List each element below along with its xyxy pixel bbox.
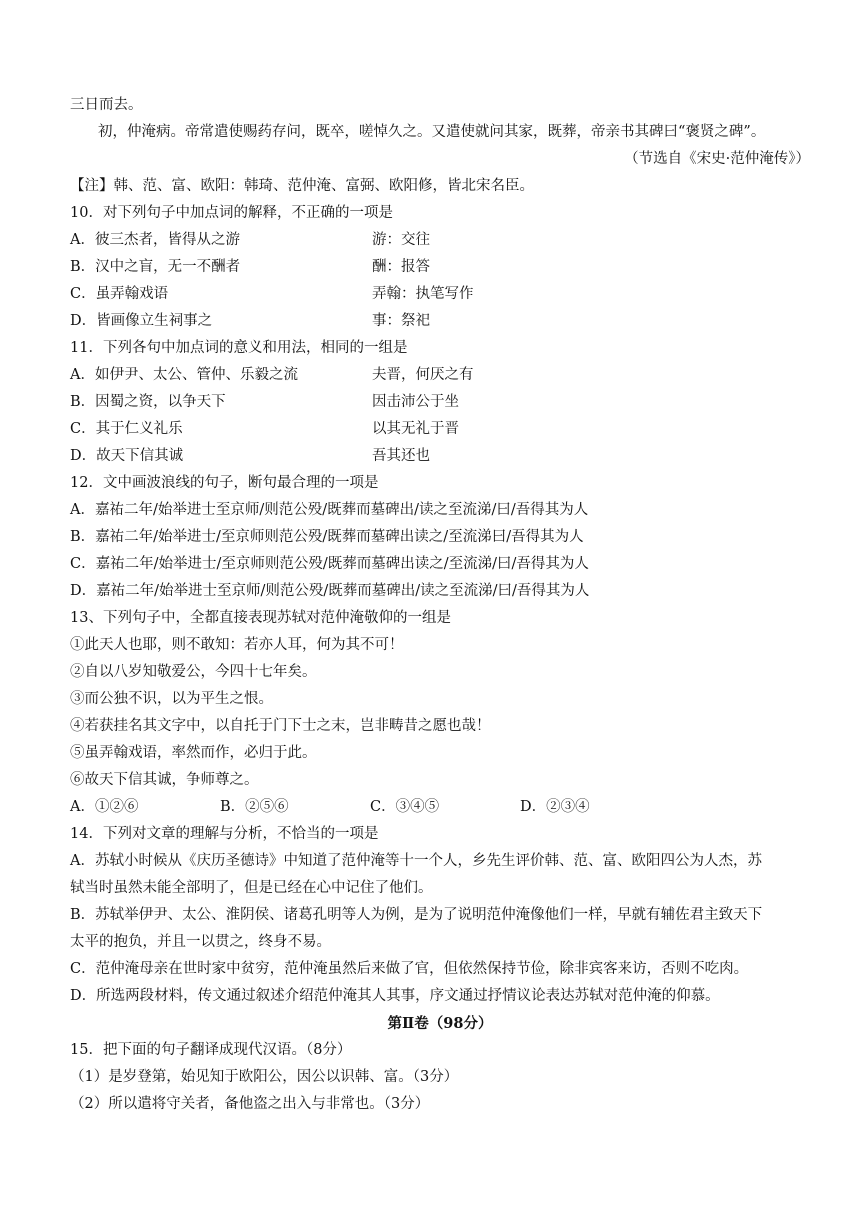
question-15-stem: 15．把下面的句子翻译成现代汉语。（8分）	[70, 1042, 352, 1058]
option-compare: 吾其还也	[372, 448, 430, 464]
passage-note: 【注】韩、范、富、欧阳：韩琦、范仲淹、富弼、欧阳修，皆北宋名臣。	[70, 178, 534, 194]
option-gloss: 弄翰：执笔写作	[372, 286, 474, 302]
option-row	[70, 308, 810, 335]
quote-item: ①此天人也耶，则不敢知：若亦人耳，何为其不可！	[70, 637, 404, 653]
quote-item: ④若获挂名其文字中，以自托于门下士之末，岂非畴昔之愿也哉！	[70, 718, 491, 734]
option-line: A．嘉祐二年/始举进士至京师/则范公殁/既葬而墓碑出/读之至流涕/曰/吾得其为人	[70, 502, 589, 518]
option-row	[70, 416, 810, 443]
option-line: C．范仲淹母亲在世时家中贫穷，范仲淹虽然后来做了官，但依然保持节俭，除非宾客来访，否则不吃肉。	[70, 961, 749, 977]
option-text: C．虽弄翰戏语	[70, 286, 169, 302]
question-10-stem: 10．对下列句子中加点词的解释，不正确的一项是	[70, 205, 393, 221]
option-text: C．其于仁义礼乐	[70, 421, 183, 437]
option-row	[70, 281, 810, 308]
question-12-stem: 12．文中画波浪线的句子，断句最合理的一项是	[70, 475, 379, 491]
exam-page	[70, 92, 810, 1118]
option-text: B．因蜀之资，以争天下	[70, 394, 226, 410]
quote-item: ⑥故天下信其诚，争师尊之。	[70, 772, 259, 788]
option-c: C．③④⑤	[370, 799, 440, 815]
option-line: 轼当时虽然未能全部明了，但是已经在心中记住了他们。	[70, 880, 433, 896]
option-gloss: 事：祭祀	[372, 313, 430, 329]
translate-item: （1）是岁登第，始见知于欧阳公，因公以识韩、富。（3分）	[70, 1069, 459, 1085]
question-13-stem: 13、下列句子中，全都直接表现苏轼对范仲淹敬仰的一组是	[70, 610, 451, 626]
passage-line: 初，仲淹病。帝常遣使赐药存问，既卒，嗟悼久之。又遣使就问其家，既葬，帝亲书其碑曰“褒贤之碑”。	[98, 124, 766, 140]
option-line: B．嘉祐二年/始举进士/至京师则范公殁/既葬而墓碑出读之/至流涕曰/吾得其为人	[70, 529, 584, 545]
option-line: A．苏轼小时候从《庆历圣德诗》中知道了范仲淹等十一个人，乡先生评价韩、范、富、欧阳四公为人杰，苏	[70, 853, 762, 869]
option-line: D．嘉祐二年/始举进士至京师/则范公殁/既葬而墓碑出/读之至流涕/曰/吾得其为人	[70, 583, 590, 599]
option-text: A．如伊尹、太公、管仲、乐毅之流	[70, 367, 298, 383]
passage-line: 三日而去。	[70, 97, 143, 113]
option-gloss: 酬：报答	[372, 259, 430, 275]
option-compare: 以其无礼于晋	[372, 421, 459, 437]
option-text: D．故天下信其诚	[70, 448, 184, 464]
option-compare: 因击沛公于坐	[372, 394, 459, 410]
option-row	[70, 254, 810, 281]
question-14-stem: 14．下列对文章的理解与分析，不恰当的一项是	[70, 826, 379, 842]
quote-item: ②自以八岁知敬爱公，今四十七年矣。	[70, 664, 317, 680]
option-text: D．皆画像立生祠事之	[70, 313, 213, 329]
option-row	[70, 227, 810, 254]
option-row	[70, 794, 810, 821]
option-row	[70, 362, 810, 389]
quote-item: ⑤虽弄翰戏语，率然而作，必归于此。	[70, 745, 317, 761]
option-row	[70, 389, 810, 416]
option-text: B．汉中之盲，无一不酬者	[70, 259, 241, 275]
translate-item: （2）所以遣将守关者，备他盗之出入与非常也。（3分）	[70, 1096, 430, 1112]
option-row	[70, 443, 810, 470]
option-text: A．彼三杰者，皆得从之游	[70, 232, 240, 248]
question-11-stem: 11．下列各句中加点词的意义和用法，相同的一组是	[70, 340, 408, 356]
option-d: D．②③④	[520, 799, 590, 815]
option-b: B．②⑤⑥	[220, 799, 289, 815]
option-line: D．所选两段材料，传文通过叙述介绍范仲淹其人其事，序文通过抒情议论表达苏轼对范仲淹的仰慕。	[70, 988, 720, 1004]
option-a: A．①②⑥	[70, 799, 139, 815]
option-compare: 夫晋，何厌之有	[372, 367, 474, 383]
option-gloss: 游：交往	[372, 232, 430, 248]
part-title: 第Ⅱ卷（98分）	[387, 1015, 493, 1032]
passage-source: （节选自《宋史·范仲淹传》）	[624, 151, 810, 167]
option-line: 太平的抱负，并且一以贯之，终身不易。	[70, 934, 331, 950]
option-line: C．嘉祐二年/始举进士/至京师则范公殁/既葬而墓碑出读之/至流涕/曰/吾得其为人	[70, 556, 589, 572]
option-line: B．苏轼举伊尹、太公、淮阴侯、诸葛孔明等人为例，是为了说明范仲淹像他们一样，早就有辅佐君主致天下	[70, 907, 763, 923]
quote-item: ③而公独不识，以为平生之恨。	[70, 691, 273, 707]
